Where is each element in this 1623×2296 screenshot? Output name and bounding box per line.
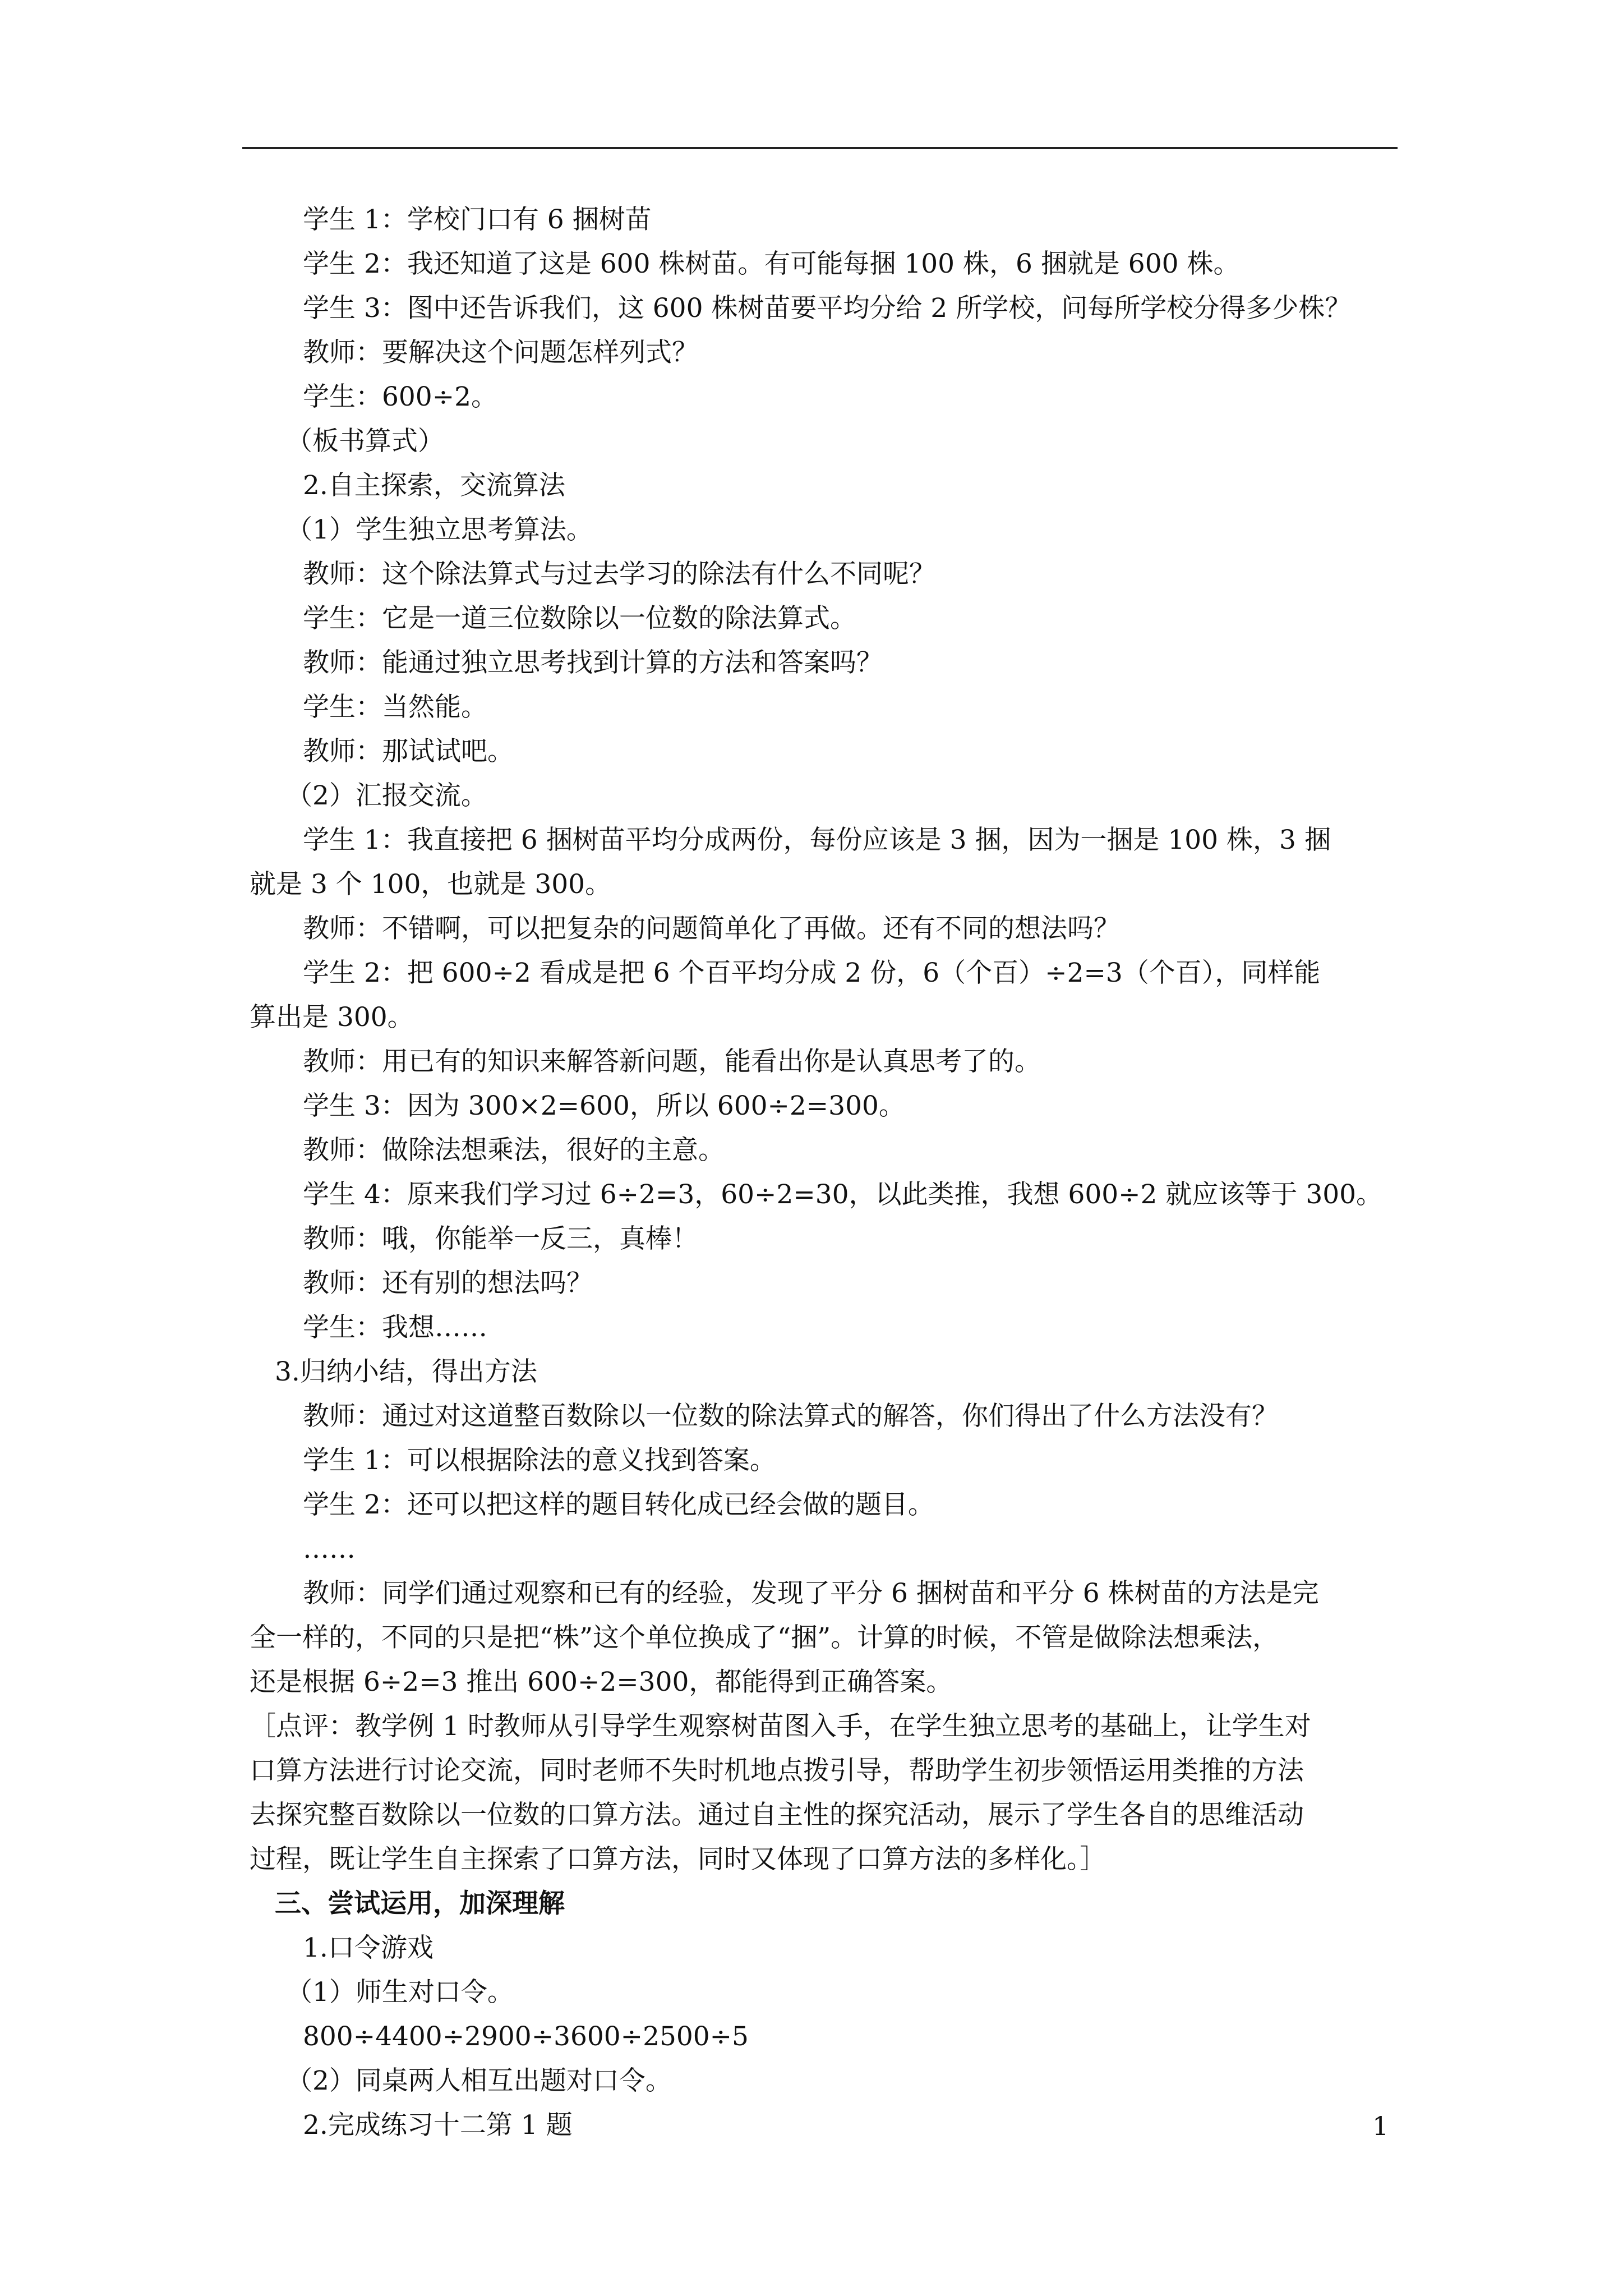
step-line: （2）汇报交流。 [286, 780, 487, 811]
dialogue-line: 教师：能通过独立思考找到计算的方法和答案吗？ [303, 647, 883, 678]
dialogue-line-continued: 算出是 300。 [250, 1002, 414, 1033]
commentary-line: ［点评：教学例 1 时教师从引导学生观察树苗图入手，在学生独立思考的基础上，让学生对 [250, 1711, 1311, 1742]
dialogue-line: 学生 2：把 600÷2 看成是把 6 个百平均分成 2 份，6（个百）÷2=3（个百），同样能 [303, 958, 1321, 988]
note-line: （板书算式） [286, 426, 444, 457]
dialogue-line: 学生 1：我直接把 6 捆树苗平均分成两份，每份应该是 3 捆，因为一捆是 100 株，3 捆 [303, 825, 1331, 855]
step-line: （2）同桌两人相互出题对口令。 [286, 2065, 672, 2096]
dialogue-line-continued: 还是根据 6÷2=3 推出 600÷2=300，都能得到正确答案。 [250, 1667, 953, 1697]
dialogue-line: 教师：这个除法算式与过去学习的除法有什么不同呢？ [303, 559, 935, 590]
dialogue-line: 学生：600÷2。 [303, 381, 497, 412]
subheading: 3.归纳小结，得出方法 [275, 1356, 537, 1387]
dialogue-line: 学生：它是一道三位数除以一位数的除法算式。 [303, 603, 856, 634]
dialogue-line: 学生 1：学校门口有 6 捆树苗 [303, 204, 652, 235]
subheading: 1.口令游戏 [303, 1932, 434, 1963]
commentary-line: 过程，既让学生自主探索了口算方法，同时又体现了口算方法的多样化。］ [250, 1844, 1106, 1875]
dialogue-line: 学生 1：可以根据除法的意义找到答案。 [303, 1445, 776, 1476]
dialogue-line: 教师：还有别的想法吗？ [303, 1268, 593, 1299]
step-line: （1）师生对口令。 [286, 1977, 514, 2008]
dialogue-line: 学生 4：原来我们学习过 6÷2=3，60÷2=30，以此类推，我想 600÷2 就应该等于 300。 [303, 1179, 1383, 1210]
dialogue-line-continued: 就是 3 个 100，也就是 300。 [250, 869, 612, 900]
commentary-line: 去探究整百数除以一位数的口算方法。通过自主性的探究活动，展示了学生各自的思维活动 [250, 1800, 1304, 1830]
subheading: 2.完成练习十二第 1 题 [303, 2110, 573, 2141]
dialogue-line: 学生 2：我还知道了这是 600 株树苗。有可能每捆 100 株，6 捆就是 600 株。 [303, 249, 1240, 279]
dialogue-line: 教师：同学们通过观察和已有的经验，发现了平分 6 捆树苗和平分 6 株树苗的方法是完 [303, 1578, 1319, 1609]
dialogue-line: 教师：通过对这道整百数除以一位数的除法算式的解答，你们得出了什么方法没有？ [303, 1401, 1278, 1432]
dialogue-line: 学生：我想…… [303, 1312, 487, 1343]
dialogue-line: 教师：哦，你能举一反三，真棒！ [303, 1223, 698, 1254]
page-number: 1 [1372, 2111, 1389, 2141]
dialogue-line: 学生 3：图中还告诉我们，这 600 株树苗要平均分给 2 所学校，问每所学校分得多少株？ [303, 293, 1352, 324]
dialogue-line: 教师：做除法想乘法，很好的主意。 [303, 1135, 725, 1166]
section-heading: 三、尝试运用，加深理解 [275, 1888, 565, 1919]
dialogue-line: 教师：那试试吧。 [303, 736, 514, 767]
exercise-line: 800÷4400÷2900÷3600÷2500÷5 [303, 2021, 749, 2052]
subheading: 2.自主探索，交流算法 [303, 470, 565, 501]
document-body [250, 197, 1399, 2147]
dialogue-line: 教师：用已有的知识来解答新问题，能看出你是认真思考了的。 [303, 1046, 1041, 1077]
dialogue-line: 教师：要解决这个问题怎样列式？ [303, 337, 698, 368]
dialogue-line-continued: 全一样的，不同的只是把“株”这个单位换成了“捆”。计算的时候，不管是做除法想乘法， [250, 1622, 1279, 1653]
step-line: （1）学生独立思考算法。 [286, 514, 593, 545]
header-rule [242, 147, 1398, 149]
dialogue-line: 学生 3：因为 300×2=600，所以 600÷2=300。 [303, 1091, 905, 1121]
dialogue-line: 教师：不错啊，可以把复杂的问题简单化了再做。还有不同的想法吗？ [303, 913, 1120, 944]
dialogue-line: 学生：当然能。 [303, 692, 487, 723]
ellipsis-line: …… [303, 1534, 356, 1565]
dialogue-line: 学生 2：还可以把这样的题目转化成已经会做的题目。 [303, 1489, 934, 1520]
commentary-line: 口算方法进行讨论交流，同时老师不失时机地点拨引导，帮助学生初步领悟运用类推的方法 [250, 1755, 1304, 1786]
